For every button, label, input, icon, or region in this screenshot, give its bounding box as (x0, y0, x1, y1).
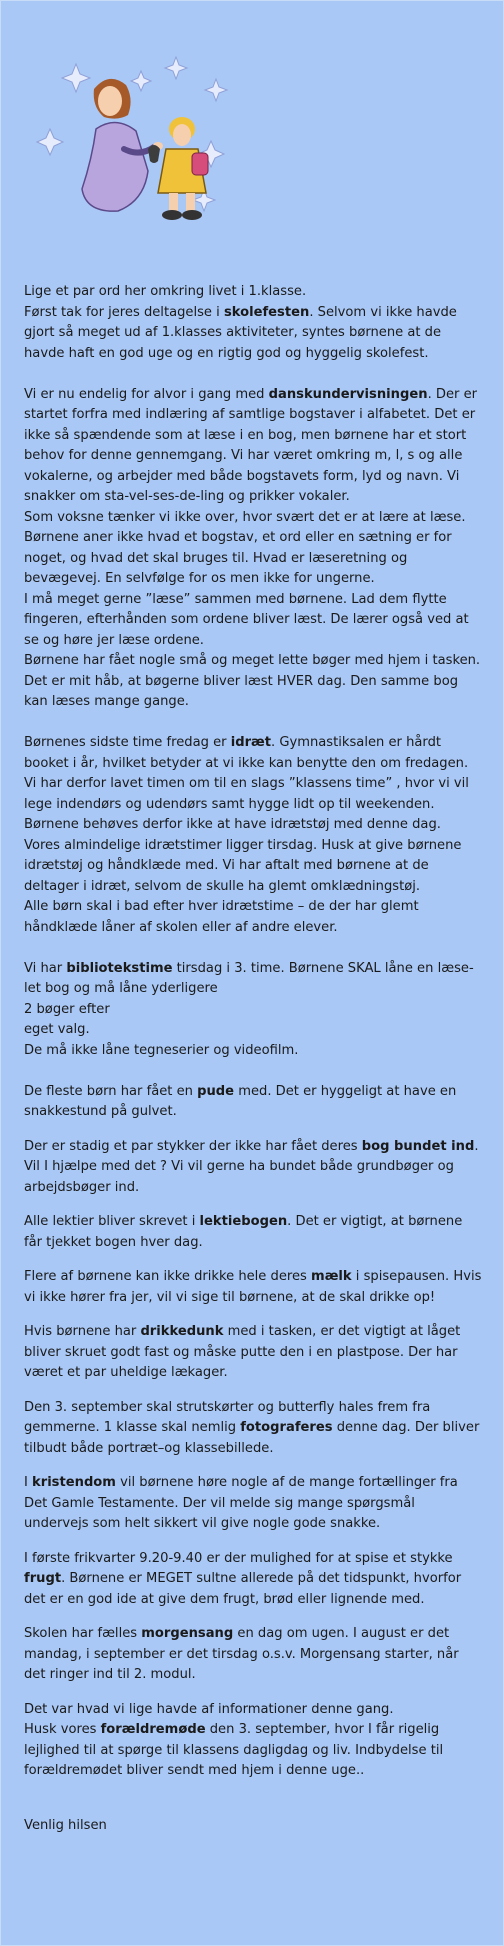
bold-keyword: pude (197, 1083, 235, 1099)
bold-keyword: forældremøde (100, 1722, 206, 1737)
text-line: eget valg. (24, 1022, 90, 1037)
bold-keyword: idræt (230, 735, 272, 750)
text-line: Børnenes sidste time fredag er idræt. Gymnastiksalen er hårdt booket i år, hvilket betyder at vi ikke kan benytte den om fredagen. Vi har derfor lavet timen om til en slags ”klassens time” , hvor vi vil lege indendørs og udendørs samt hygge lidt op til weekenden. Børnene behøves derfor ikke at have idrætstøj med denne dag. (24, 735, 469, 832)
bold-keyword: bibliotekstime (66, 960, 173, 976)
paragraph (24, 1473, 482, 1535)
text-line: Flere af børnene kan ikke drikke hele deres mælk i spisepausen. Hvis vi ikke hører fra jer, vil vi sige til børnene, at de skal drikke op! (24, 1269, 482, 1305)
text-line: I kristendom vil børnene høre nogle af de mange fortællinger fra Det Gamle Testamente. Der vil melde sig mange spørgsmål undervejs som helt sikkert vil give nogle gode snakke. (24, 1475, 458, 1531)
bold-keyword: frugt (24, 1571, 62, 1586)
bold-keyword: danskundervisningen (268, 386, 428, 402)
paragraph (24, 1322, 482, 1384)
bold-keyword: morgensang (141, 1626, 234, 1641)
paragraph (24, 1082, 482, 1123)
bold-keyword: mælk (311, 1269, 352, 1284)
text-line: I må meget gerne ”læse” sammen med børnene. Lad dem flytte fingeren, efterhånden som ordene bliver læst. De lærer også ved at se og høre jer læse ordene. (24, 591, 469, 648)
text-line: Vi er nu endelig for alvor i gang med danskundervisningen. Der er startet forfra med indlæring af samtlige bogstaver i alfabetet. Det er ikke så spændende som at læse i en bog, men børnene har et stort behov for denne gennemgang. Vi har været omkring m, l, s og alle vokalerne, og arbejder med både bogstavets form, lyd og navn. Vi snakker om sta-vel-ses-de-ling og prikker vokaler. (24, 386, 478, 504)
bold-keyword: drikkedunk (140, 1324, 224, 1339)
text-line: Den 3. september skal strutskørter og butterfly hales frem fra gemmerne. 1 klasse skal nemlig fotograferes denne dag. Der bliver tilbudt både portræt–og klassebillede. (24, 1399, 480, 1456)
signoff: Venlig hilsen (24, 1817, 107, 1833)
paragraph (24, 1267, 482, 1308)
paragraph (24, 1137, 482, 1199)
child-figure (148, 117, 208, 220)
text-line: Som voksne tænker vi ikke over, hvor svært det er at lære at læse. Børnene aner ikke hvad et bogstav, et ord eller en sætning er for noget, og hvad det skal bruges til. Hvad er læseretning og bevægevej. En selvfølge for os men ikke for ungerne. (24, 509, 466, 586)
bold-keyword: bog bundet ind (361, 1138, 475, 1154)
paragraph (24, 1549, 482, 1611)
paragraph (24, 1398, 482, 1460)
text-line: 2 bøger efter (24, 1001, 110, 1017)
paragraph (24, 385, 482, 713)
text-line: Alle børn skal i bad efter hver idrætstime – de der har glemt håndklæde låner af skolen eller af andre elever. (24, 899, 419, 935)
teacher-figure (82, 79, 163, 211)
text-line: Hvis børnene har drikkedunk med i tasken, er det vigtigt at låget bliver skruet godt fast og måske putte den i en plastpose. Der har været et par uheldige lækager. (24, 1324, 461, 1380)
bold-keyword: kristendom (32, 1475, 116, 1490)
text-line: Det var hvad vi lige havde af informationer denne gang. (24, 1701, 394, 1717)
paragraph (24, 1624, 482, 1686)
text-line: Alle lektier bliver skrevet i lektiebogen. Det er vigtigt, at børnene får tjekket bogen hver dag. (24, 1214, 463, 1250)
text-line: Husk vores forældremøde den 3. september, hvor I får rigelig lejlighed til at spørge til klassens dagligdag og liv. Indbydelse til forældremødet bliver sendt med hjem i denne uge.. (24, 1722, 444, 1778)
text-line: Børnene har fået nogle små og meget lette bøger med hjem i tasken. Det er mit håb, at bøgerne bliver læst HVER dag. Den samme bog kan læses mange gange. (24, 653, 481, 709)
text-line: De fleste børn har fået en pude med. Det er hyggeligt at have en snakkestund på gulvet. (24, 1083, 457, 1119)
text-line: Skolen har fælles morgensang en dag om ugen. I august er det mandag, i september er det tirsdag o.s.v. Morgensang starter, når det ringer ind til 2. modul. (24, 1626, 459, 1682)
bold-keyword: lektiebogen (199, 1214, 288, 1229)
paragraph (24, 959, 482, 1062)
bold-keyword: fotograferes (240, 1420, 333, 1435)
teacher-and-child-illustration (36, 49, 246, 231)
bold-keyword: skolefesten (223, 304, 310, 320)
text-line: Vi har bibliotekstime tirsdag i 3. time. Børnene SKAL låne en læse-let bog og må låne yderligere (24, 960, 474, 996)
text-line: Lige et par ord her omkring livet i 1.klasse. (24, 284, 307, 299)
text-line: I første frikvarter 9.20-9.40 er der mulighed for at spise et stykke frugt. Børnene er MEGET sultne allerede på det tidspunkt, hvorfor det er en god ide at give dem frugt, brød eller lignende med. (24, 1550, 462, 1607)
text-line: Først tak for jeres deltagelse i skolefesten. Selvom vi ikke havde gjort så meget ud af 1.klasses aktiviteter, syntes børnene at de havde haft en god uge og en rigtig god og hyggelig skolefest. (24, 304, 457, 361)
paragraph (24, 282, 482, 364)
text-line: Der er stadig et par stykker der ikke har fået deres bog bundet ind. Vil I hjælpe med det ? Vi vil gerne ha bundet både grundbøger og arbejdsbøger ind. (24, 1138, 479, 1195)
paragraph (24, 1700, 482, 1782)
paragraph (24, 733, 482, 938)
letter-body (24, 282, 482, 1857)
text-line: Vores almindelige idrætstimer ligger tirsdag. Husk at give børnene idrætstøj og håndklæde med. Vi har aftalt med børnene at de deltager i idræt, selvom de skulle ha glemt omklædningstøj. (24, 837, 462, 894)
paragraph (24, 1212, 482, 1253)
text-line: De må ikke låne tegneserier og videofilm. (24, 1042, 299, 1058)
